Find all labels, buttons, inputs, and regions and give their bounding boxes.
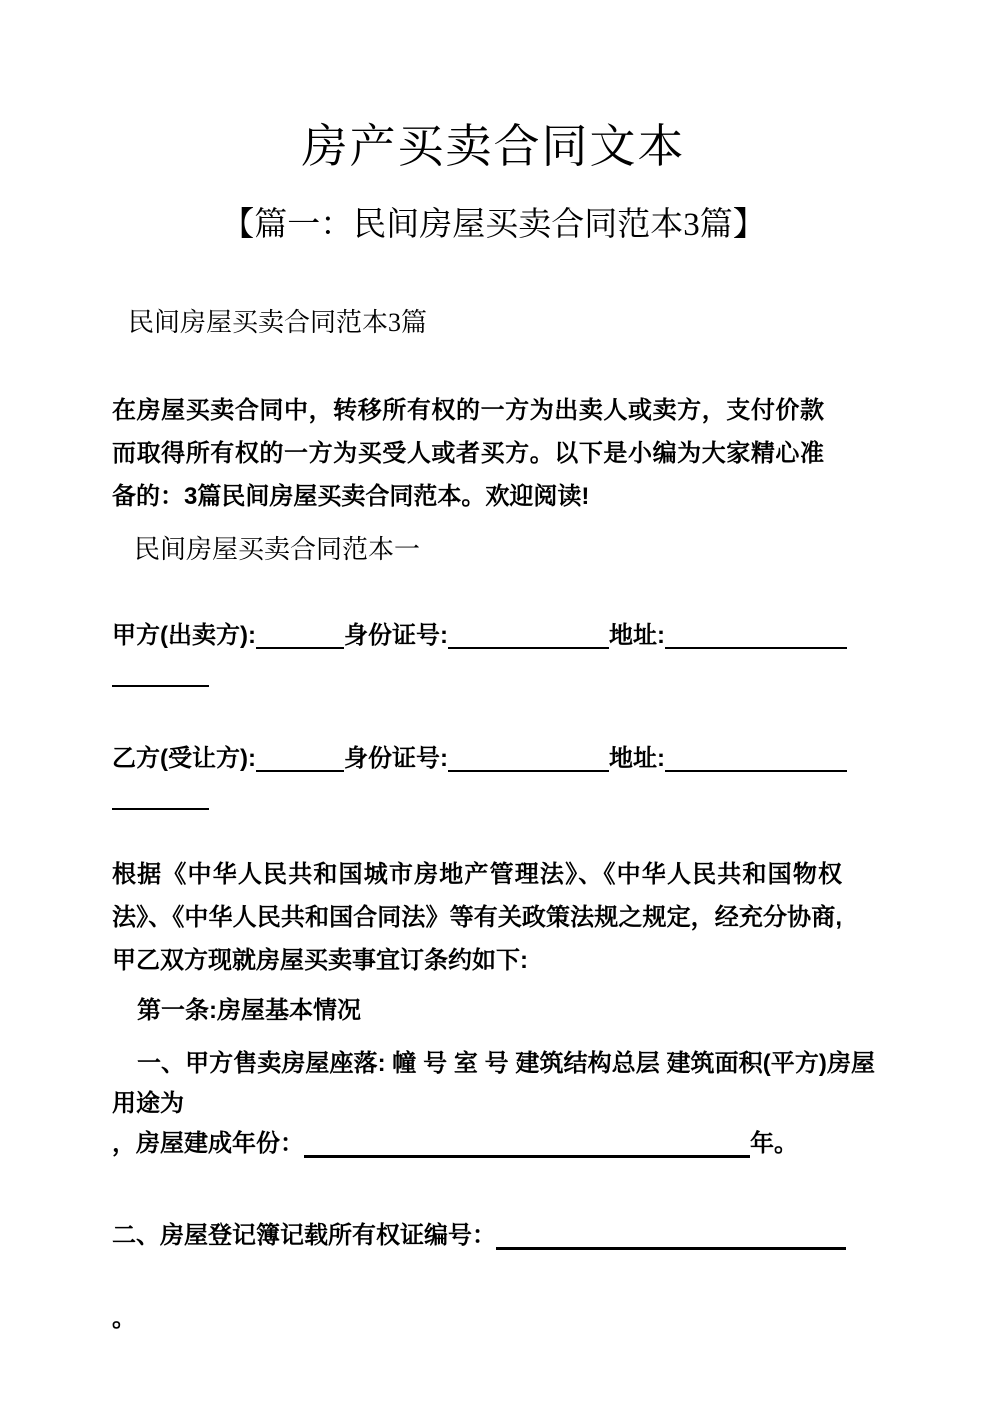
party-b-continuation-blank-field	[112, 808, 209, 810]
section-heading: 【篇一：民间房屋买卖合同范本3篇】	[221, 207, 766, 243]
party-a-address-label: 地址:	[608, 622, 665, 649]
page-title: 房产买卖合同文本	[301, 121, 686, 172]
ownership-cert-number-label: 二、房屋登记簿记载所有权证编号：	[112, 1222, 496, 1249]
built-year-line	[112, 1124, 875, 1164]
party-b-id-label: 身份证号:	[343, 745, 448, 772]
article-1-item-1: 一、甲方售卖房屋座落: 幢 号 室 号 建筑结构总层 建筑面积(平方)房屋用途为	[112, 1050, 875, 1117]
party-a-id-label: 身份证号:	[343, 622, 448, 649]
party-a-address-blank-field	[665, 647, 847, 649]
party-a-name-blank-field	[256, 647, 344, 649]
subheading-template-1: 民间房屋买卖合同范本一	[134, 535, 421, 564]
intro-paragraph: 在房屋买卖合同中，转移所有权的一方为出卖人或卖方，支付价款而取得所有权的一方为买受人或者买方。以下是小编为大家精心准备的：3篇民间房屋买卖合同范本。欢迎阅读!	[112, 397, 824, 510]
subheading-template-3: 民间房屋买卖合同范本3篇	[128, 308, 428, 337]
party-a-name-label: 甲方(出卖方):	[112, 622, 256, 649]
party-b-address-blank-field	[665, 770, 847, 772]
built-year-blank-field	[304, 1155, 750, 1158]
party-b-id-blank-field	[448, 770, 609, 772]
party-b-line	[112, 737, 875, 780]
document-content	[112, 0, 875, 1334]
article-1-item-2-tail: 。	[112, 1305, 136, 1332]
built-year-suffix: 年。	[750, 1130, 798, 1157]
party-b-name-label: 乙方(受让方):	[112, 745, 256, 772]
legal-basis-paragraph: 根据《中华人民共和国城市房地产管理法》、《中华人民共和国物权法》、《中华人民共和国合同法》等有关政策法规之规定，经充分协商,甲乙双方现就房屋买卖事宜订条约如下:	[112, 861, 842, 974]
ownership-cert-number-blank-field	[496, 1247, 846, 1250]
party-b-name-blank-field	[256, 770, 344, 772]
party-a-continuation-line	[112, 657, 875, 687]
built-year-label: ，房屋建成年份：	[112, 1130, 304, 1157]
party-a-continuation-blank-field	[112, 685, 209, 687]
party-a-id-blank-field	[448, 647, 609, 649]
party-b-continuation-line	[112, 780, 875, 810]
party-b-address-label: 地址:	[608, 745, 665, 772]
article-1-heading: 第一条:房屋基本情况	[137, 997, 361, 1024]
article-1-item-2-line	[112, 1216, 875, 1256]
party-a-line	[112, 614, 875, 657]
